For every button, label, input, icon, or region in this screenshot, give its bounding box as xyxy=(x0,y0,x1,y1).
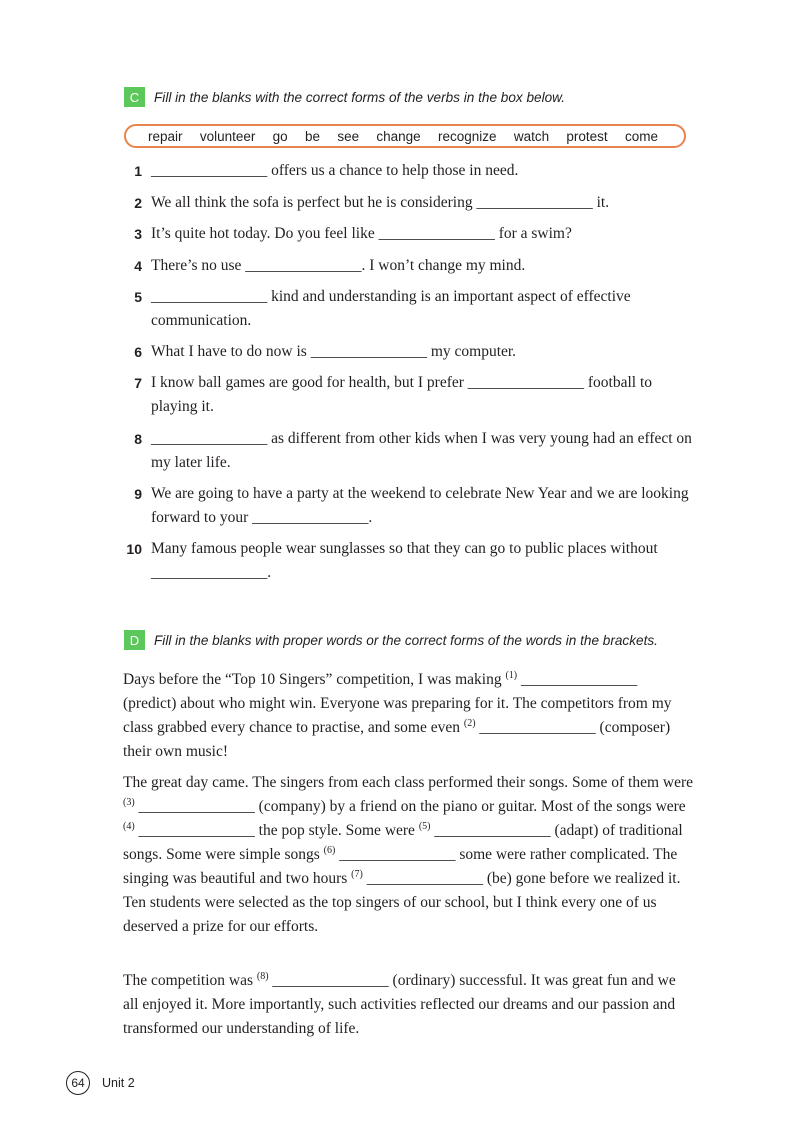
word-item: volunteer xyxy=(199,128,256,144)
unit-label: Unit 2 xyxy=(102,1076,135,1090)
question-text: _______________ kind and understanding is an important aspect of effective communication. xyxy=(151,288,631,329)
blank-number: (3) xyxy=(123,797,135,808)
word-item: change xyxy=(376,128,421,144)
section-d-badge: D xyxy=(124,630,145,650)
question-number: 7 xyxy=(134,375,142,391)
word-item: come xyxy=(624,128,658,144)
word-item: see xyxy=(337,128,360,144)
blank-number: (7) xyxy=(351,869,363,880)
word-item: repair xyxy=(148,128,183,144)
question-number: 3 xyxy=(134,226,142,242)
question-1 xyxy=(122,159,692,183)
question-4 xyxy=(122,254,692,278)
blank-number: (6) xyxy=(323,845,336,856)
word-item: be xyxy=(304,128,321,144)
question-number: 2 xyxy=(134,195,142,211)
question-text: There’s no use _______________. I won’t change my mind. xyxy=(151,257,526,274)
blank-number: (4) xyxy=(123,821,135,832)
question-8 xyxy=(122,427,692,475)
question-number: 1 xyxy=(134,163,142,179)
question-number: 8 xyxy=(134,431,142,447)
question-number: 9 xyxy=(134,486,142,502)
passage-text: _______________ (composer) their own music! xyxy=(123,719,671,760)
question-10 xyxy=(122,537,692,585)
question-text: Many famous people wear sunglasses so that they can go to public places without _______________. xyxy=(151,540,658,581)
question-text: I know ball games are good for health, but I prefer _______________ football to playing it. xyxy=(151,374,653,415)
question-number: 4 xyxy=(134,258,142,274)
question-text: _______________ offers us a chance to help those in need. xyxy=(151,162,519,179)
passage-text: The competition was xyxy=(123,972,257,989)
section-c-instruction: Fill in the blanks with the correct forms of the verbs in the box below. xyxy=(154,89,566,105)
question-9 xyxy=(122,482,692,530)
passage-text: _______________ (adapt) of traditional songs. Some were simple songs xyxy=(123,822,683,863)
passage-text: Days before the “Top 10 Singers” competition, I was making xyxy=(123,671,506,688)
section-c-badge: C xyxy=(124,87,145,107)
question-text: _______________ as different from other kids when I was very young had an effect on my later life. xyxy=(151,430,692,471)
page-footer xyxy=(66,1071,135,1095)
blank-number: (5) xyxy=(418,821,431,832)
question-2 xyxy=(122,191,692,215)
word-box xyxy=(124,124,686,148)
blank-number: (1) xyxy=(505,670,518,681)
passage-text: _______________ the pop style. Some were xyxy=(134,822,419,839)
word-item: protest xyxy=(566,128,608,144)
passage-text: The great day came. The singers from each class performed their songs. Some of them were xyxy=(123,774,693,791)
page-number: 64 xyxy=(66,1071,90,1095)
section-d-instruction: Fill in the blanks with proper words or the correct forms of the words in the brackets. xyxy=(154,632,658,648)
word-item: recognize xyxy=(437,128,497,144)
passage-paragraph-3 xyxy=(123,969,693,1041)
passage-text: _______________ (predict) about who might win. Everyone was preparing for it. The competitors from my class grabbed every chance to practise, and some even xyxy=(123,671,672,736)
question-7 xyxy=(122,371,692,419)
question-number: 6 xyxy=(134,344,142,360)
question-text: We are going to have a party at the weekend to celebrate New Year and we are looking forward to your _______________. xyxy=(151,485,689,526)
passage-paragraph-1 xyxy=(123,668,693,764)
passage-text: _______________ (company) by a friend on the piano or guitar. Most of the songs were xyxy=(134,798,686,815)
section-c-header xyxy=(124,87,565,107)
passage-paragraph-2 xyxy=(123,771,693,939)
question-number: 10 xyxy=(126,541,142,557)
passage-text: _______________ some were rather complicated. The singing was beautiful and two hours xyxy=(123,846,678,887)
question-text: We all think the sofa is perfect but he is considering _______________ it. xyxy=(151,194,610,211)
question-text: It’s quite hot today. Do you feel like _______________ for a swim? xyxy=(151,225,572,242)
section-d-header xyxy=(124,630,658,650)
word-item: go xyxy=(272,128,288,144)
question-text: What I have to do now is _______________ my computer. xyxy=(151,343,517,360)
question-3 xyxy=(122,222,692,246)
question-5 xyxy=(122,285,692,333)
blank-number: (8) xyxy=(256,971,269,982)
question-6 xyxy=(122,340,692,364)
word-item: watch xyxy=(513,128,550,144)
passage-text: _______________ (ordinary) successful. It was great fun and we all enjoyed it. More importantly, such activities reflected our dreams and our passion and transformed our understanding of life. xyxy=(123,972,676,1037)
question-number: 5 xyxy=(134,289,142,305)
passage-text: _______________ (be) gone before we realized it. Ten students were selected as the top singers of our school, but I think every one of us deserved a prize for our efforts. xyxy=(123,870,681,935)
blank-number: (2) xyxy=(463,718,476,729)
